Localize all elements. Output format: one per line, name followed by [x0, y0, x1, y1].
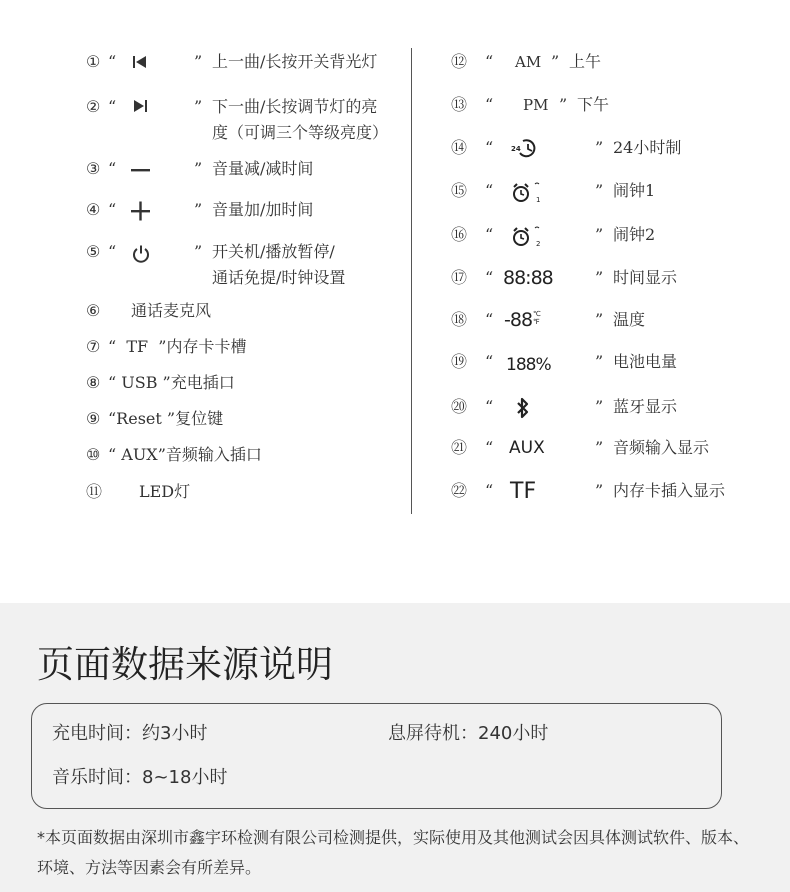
plus-icon	[130, 200, 152, 222]
item-description: 闹钟2	[613, 225, 656, 244]
legend-item-22: ㉒ “ TF ” 内存卡插入显示	[451, 479, 726, 504]
legend-item-13: ⑬ “ PM ” 下午	[451, 95, 610, 114]
disclaimer-note: *本页面数据由深圳市鑫宇环检测有限公司检测提供，实际使用及其他测试会因具体测试软件、版本、环境、方法等因素会有所差异。	[37, 828, 750, 877]
item-description: 时间显示	[613, 268, 678, 287]
legend-item-16: ⑯ “ 2 ” 闹钟2	[451, 225, 656, 248]
alarm-1-icon	[511, 180, 547, 206]
section-title: 页面数据来源说明	[37, 643, 333, 686]
item-number: ⑧	[86, 373, 101, 392]
item-description: 上午	[569, 52, 602, 71]
24-hour-clock-icon	[511, 137, 539, 161]
legend-item-17: ⑰ “ 88:88 ” 时间显示	[451, 267, 678, 289]
legend-item-14: ⑭ “ 24 ” 24小时制	[451, 137, 771, 161]
item-description: “ TF ”内存卡卡槽	[108, 337, 247, 356]
alarm-2-icon	[511, 224, 547, 250]
item-number: ⑪	[86, 482, 103, 501]
legend-item-21: ㉑ “ AUX ” 音频输入显示	[451, 438, 710, 458]
item-number: ⑭	[451, 138, 468, 157]
legend-item-9	[86, 408, 406, 432]
item-number: ⑳	[451, 397, 468, 416]
legend-item-20: ⑳ “ ” 蓝牙显示	[451, 396, 771, 420]
item-number: ⑥	[86, 301, 101, 320]
item-description: 通话麦克风	[131, 301, 212, 320]
item-number: ③	[86, 159, 101, 178]
legend-item-10	[86, 444, 406, 468]
legend-item-8	[86, 372, 406, 396]
data-source-section	[0, 603, 790, 892]
item-description: 内存卡插入显示	[613, 481, 726, 500]
standby-time: 息屏待机：240小时	[388, 723, 549, 744]
item-number: ①	[86, 52, 101, 71]
item-number: ⑯	[451, 225, 468, 244]
power-icon	[131, 244, 151, 264]
item-description: 音量加/加时间	[212, 200, 314, 219]
legend-item-19: ⑲ “ 188% ” 电池电量	[451, 352, 678, 375]
item-number: ⑲	[451, 352, 468, 371]
item-description: 开关机/播放暂停/	[212, 242, 335, 261]
item-number: ⑰	[451, 268, 468, 287]
item-description: 24小时制	[613, 138, 682, 157]
legend-item-18: ⑱ “ -88 ℃ ℉ ” 温度	[451, 309, 646, 331]
item-number: ⑫	[451, 52, 468, 71]
item-description: LED灯	[139, 482, 191, 501]
legend-item-3: ③ “ ” 音量减/减时间	[86, 159, 314, 178]
legend-item-7	[86, 336, 406, 360]
item-number: ②	[86, 97, 101, 116]
item-number: ⑮	[451, 181, 468, 200]
aux-indicator: AUX	[509, 438, 545, 458]
item-description: 音频输入显示	[613, 438, 710, 457]
time-display-digits: 88:88	[503, 267, 553, 289]
clock-24-label: 24	[511, 145, 521, 153]
item-number: ㉑	[451, 438, 468, 457]
prev-track-icon	[132, 54, 148, 70]
item-number: ⑩	[86, 445, 101, 464]
charge-time: 充电时间：约3小时	[52, 723, 208, 744]
temp-unit-f: ℉	[533, 318, 540, 326]
item-number: ④	[86, 200, 101, 219]
item-description: 温度	[613, 310, 646, 329]
item-number: ㉒	[451, 481, 468, 500]
item-number: ⑤	[86, 242, 101, 261]
item-description: “ AUX”音频输入插口	[108, 445, 262, 464]
next-track-icon	[132, 98, 148, 114]
minus-icon	[130, 160, 152, 180]
item-number: ⑬	[451, 95, 468, 114]
item-description: 下午	[577, 95, 610, 114]
legend-item-5: ⑤ “ ” 开关机/播放暂停/ 通话免提/时钟设置	[86, 242, 346, 287]
item-description: 闹钟1	[613, 181, 656, 200]
item-description-cont: 度（可调三个等级亮度）	[212, 123, 389, 142]
item-description: 下一曲/长按调节灯的亮	[212, 97, 378, 116]
legend-item-2: ② “ ” 下一曲/长按调节灯的亮 度（可调三个等级亮度）	[86, 97, 389, 142]
music-time: 音乐时间：8~18小时	[52, 767, 228, 788]
bluetooth-icon	[515, 396, 531, 420]
column-divider	[411, 48, 412, 514]
legend-item-11	[86, 481, 406, 505]
item-description: 电池电量	[613, 352, 678, 371]
temperature-digits: -88	[504, 309, 533, 331]
legend-item-15: ⑮ “ 1 ” 闹钟1	[451, 181, 656, 204]
item-description: “Reset ”复位键	[108, 409, 224, 428]
am-indicator: AM	[515, 53, 542, 71]
stats-box	[31, 703, 722, 809]
pm-indicator: PM	[523, 96, 549, 114]
temp-unit-c: ℃	[533, 310, 541, 318]
legend-item-1: ① “ ” 上一曲/长按开关背光灯	[86, 52, 378, 71]
legend-item-6	[86, 300, 406, 324]
item-description: 蓝牙显示	[613, 397, 678, 416]
item-description-cont: 通话免提/时钟设置	[212, 268, 346, 287]
item-description: 上一曲/长按开关背光灯	[212, 52, 378, 71]
item-number: ⑱	[451, 310, 468, 329]
alarm-2-label: 2	[536, 240, 541, 248]
legend-item-4: ④ “ ” 音量加/加时间	[86, 199, 406, 223]
item-number: ⑨	[86, 409, 101, 428]
tf-indicator: TF	[510, 479, 537, 504]
battery-digits: 188%	[506, 355, 551, 375]
item-description: “ USB ”充电插口	[108, 373, 235, 392]
item-description: 音量减/减时间	[212, 159, 314, 178]
legend-item-12: ⑫ “ AM ” 上午	[451, 52, 602, 71]
item-number: ⑦	[86, 337, 101, 356]
alarm-1-label: 1	[536, 196, 541, 204]
